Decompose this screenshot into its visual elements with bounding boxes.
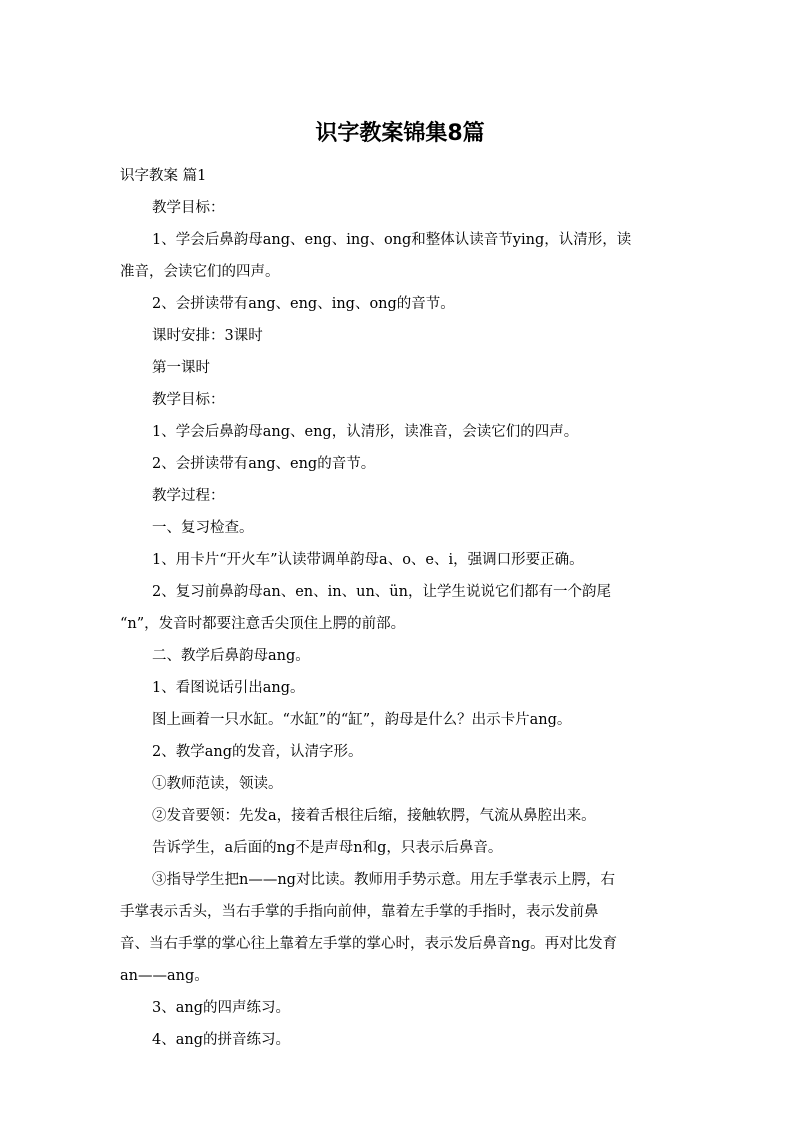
paragraph-first-lesson: 第一课时: [152, 360, 210, 376]
paragraph-teacher-reads: ①教师范读，领读。: [152, 776, 283, 792]
paragraph-line: 音、当右手掌的掌心往上靠着左手掌的掌心时，表示发后鼻音ng。再对比发育: [120, 936, 618, 952]
paragraph-teaching-goals: 教学目标：: [152, 200, 225, 216]
paragraph-lesson-goal-1: 1、学会后鼻韵母ang、eng，认清形，读准音，会读它们的四声。: [152, 424, 579, 440]
paragraph-teach-ang: 二、教学后鼻韵母ang。: [152, 648, 310, 664]
paragraph-teaching-goals-2: 教学目标：: [152, 392, 225, 408]
paragraph-lesson-goal-2: 2、会拼读带有ang、eng的音节。: [152, 456, 376, 472]
paragraph-pronunciation: 2、教学ang的发音，认清字形。: [152, 744, 363, 760]
paragraph-schedule: 课时安排：3课时: [152, 328, 263, 344]
paragraph-picture-talk: 1、看图说话引出ang。: [152, 680, 305, 696]
section-heading: 识字教案 篇1: [120, 168, 207, 184]
paragraph-water-jar: 图上画着一只水缸。“水缸”的“缸”，韵母是什么？出示卡片ang。: [152, 712, 572, 728]
paragraph-line: 1、学会后鼻韵母ang、eng、ing、ong和整体认读音节ying，认清形，读: [152, 232, 632, 248]
paragraph-goal-1: [120, 224, 680, 288]
paragraph-review-1: 1、用卡片“开火车”认读带调单韵母a、o、e、i，强调口形要正确。: [152, 552, 584, 568]
paragraph-contrast-reading: [120, 864, 680, 992]
paragraph-review: 一、复习检查。: [152, 520, 254, 536]
paragraph-tell-students: 告诉学生，a后面的ng不是声母n和g，只表示后鼻音。: [152, 840, 503, 856]
document-title: 识字教案锦集8篇: [315, 121, 485, 146]
paragraph-four-tones: 3、ang的四声练习。: [152, 1000, 290, 1016]
paragraph-goal-2: 2、会拼读带有ang、eng、ing、ong的音节。: [152, 296, 455, 312]
paragraph-line: ③指导学生把n——ng对比读。教师用手势示意。用左手掌表示上腭，右: [152, 872, 615, 888]
paragraph-line: 准音，会读它们的四声。: [120, 264, 280, 280]
paragraph-line: 2、复习前鼻韵母an、en、in、un、ün，让学生说说它们都有一个韵尾: [152, 584, 611, 600]
paragraph-pronunciation-tips: ②发音要领：先发a，接着舌根往后缩，接触软腭，气流从鼻腔出来。: [152, 808, 596, 824]
paragraph-line: an——ang。: [120, 968, 209, 984]
paragraph-line: 手掌表示舌头，当右手掌的手指向前伸，靠着左手掌的手指时，表示发前鼻: [120, 904, 599, 920]
paragraph-spelling-practice: 4、ang的拼音练习。: [152, 1032, 290, 1048]
paragraph-line: “n”，发音时都要注意舌尖顶住上腭的前部。: [120, 616, 406, 632]
paragraph-review-2: [120, 576, 680, 640]
paragraph-teaching-process: 教学过程：: [152, 488, 225, 504]
